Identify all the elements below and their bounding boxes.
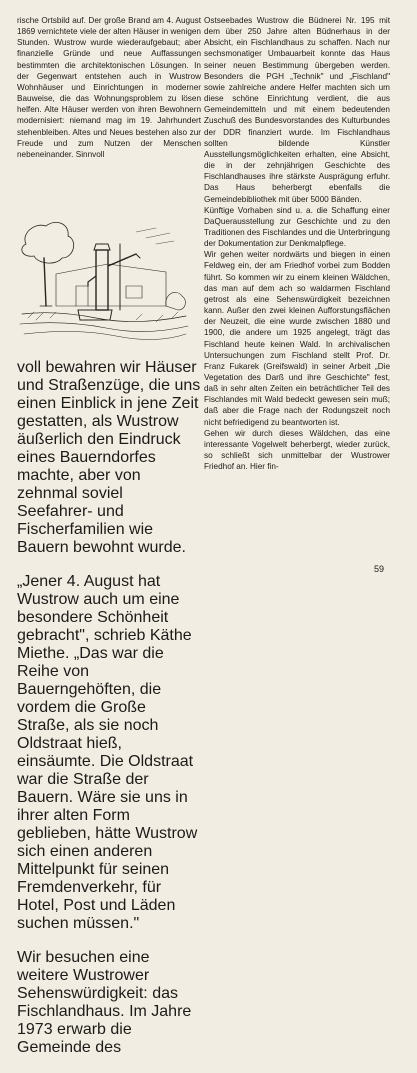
left-lower-paragraph-2: „Jener 4. August hat Wustrow auch um eine besondere Schönheit gebracht", schrieb Käthe Miethe. „Das war die Reihe von Bauerngehöften, die vordem die Große Straße, als sie noch Oldstraat hieß, einsäumte. Die Oldstraat war die Straße der Bauern. Wäre sie uns in ihrer alten Form geblieben, hätte Wustrow sich einen anderen Mittelpunkt für seinen Fremdenverkehr, für Hotel, Post und Läden suchen müssen." (17, 573, 198, 932)
village-pump-illustration (16, 214, 192, 340)
left-lower-paragraph-3: Wir besuchen eine weitere Wustrower Sehenswürdigkeit: das Fischlandhaus. Im Jahre 1973 erwarb die Gemeinde des (17, 949, 192, 1056)
right-paragraph-2: Künftige Vorhaben sind u. a. die Schaffung einer DaQuerausstellung zur Geschichte und zu den Traditionen des Fischlandes und die Unterbringung der Dokumentation zur Denkmalpflege. (204, 205, 390, 249)
right-paragraph-3: Wir gehen weiter nordwärts und biegen in einen Feldweg ein, der am Friedhof vorbei zum Bodden führt. So kommen wir zu einem kleinen Wäldchen, das man auf dem ach so waldarmen Fischland getrost als eine Sehenswürdigkeit bezeichnen kann. Außer den zwei kleinen Aufforstungsflächen der Neuzeit, die eine wurde zwischen 1880 und 1900, die andere um 1925 angelegt, trägt das Fischland heute keinen Wald. In archivalischen Untersuchungen zum Fischland stellt Prof. Dr. Franz Fukarek (Greifswald) in seiner Arbeit „Die Vegetation des Darß und ihre Geschichte" fest, daß in sehr alten Zeiten ein beträchtlicher Teil des Fischlandes mit Wald bedeckt gewesen sein muß; daß aber die Frage nach der Rodungszeit noch nicht befriedigend zu beantworten ist. (204, 250, 390, 427)
right-paragraph-4: Gehen wir durch dieses Wäldchen, das eine interessante Vogelwelt beherbergt, wieder zurück, so schließt sich unmittelbar der Wustrower Friedhof an. Hier fin- (204, 428, 390, 472)
left-column (17, 15, 201, 160)
page-number: 59 (373, 564, 384, 574)
right-column (204, 15, 390, 472)
left-top-paragraph: rische Ortsbild auf. Der große Brand am 4. August 1869 vernichtete viele der alten Häuser in wenigen Stunden. Wustrow wurde wiederaufgebaut; aber finanzielle Gründe und neue Auffassungen bestimmten die architektonischen Lösungen. In der Gegenwart entstehen auch in Wustrow Wohnhäuser und Einrichtungen in moderner Bauweise, die das Wohnungsproblem zu lösen helfen. Alte Häuser werden von ihren Bewohnern modernisiert: niemand mag im 19. Jahrhundert stehenbleiben. Altes und Neues bestehen also zur Freude und zum Nutzen der Menschen nebeneinander. Sinnvoll (17, 16, 201, 159)
left-lower-paragraph-1: voll bewahren wir Häuser und Straßenzüge, die uns einen Einblick in jene Zeit gestatten, als Wustrow äußerlich den Eindruck eines Bauerndorfes machte, aber von zehnmal soviel Seefahrer- und Fischerfamilien wie Bauern bewohnt wurde. (17, 359, 201, 556)
left-lower-text (17, 343, 201, 1073)
right-paragraph-1: Ostseebades Wustrow die Büdnerei Nr. 195 mit dem über 250 Jahre alten Büdnerhaus in der Absicht, ein Fischlandhaus zu schaffen. Nach nur sechsmonatiger Umbauarbeit konnte das Haus seiner neuen Bestimmung übergeben werden. Besonders die PGH „Technik" und „Fischland" sowie zahlreiche andere Helfer machten sich um diese schöne Einrichtung verdient, die aus Gemeindemitteln und mit einem bedeutenden Zuschuß des Bundesvorstandes des Kulturbundes der DDR finanziert wurde. Im Fischlandhaus sollten bildende Künstler Ausstellungsmöglichkeiten erhalten, eine Absicht, die in der zehnjährigen Geschichte des Fischlandhauses ihre stärkste Ausprägung erfuhr. Das Haus beherbergt ebenfalls die Gemeindebibliothek mit über 5000 Bänden. (204, 16, 390, 204)
